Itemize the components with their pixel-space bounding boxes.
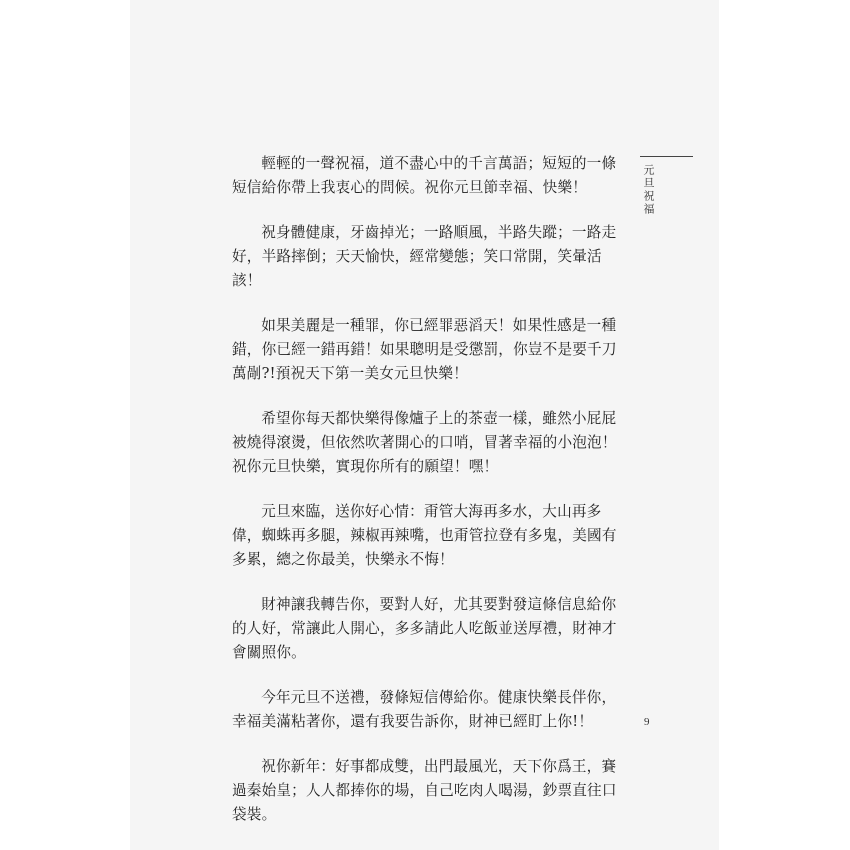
paragraph-7: 今年元旦不送禮，發條短信傳給你。健康快樂長伴你，幸福美滿粘著你，還有我要告訴你，財神已經盯上你!！ bbox=[232, 689, 617, 730]
paragraph-8: 祝你新年：好事都成雙，出門最風光，天下你爲王，賽過秦始皇；人人都捧你的場，自己吃肉人喝湯，鈔票直往口袋裝。 bbox=[232, 758, 617, 823]
running-head: 元旦祝福 bbox=[642, 164, 655, 216]
paragraph-3: 如果美麗是一種罪，你已經罪惡滔天！如果性感是一種錯，你已經一錯再錯！如果聰明是受懲罰，你豈不是要千刀萬剮?!預祝天下第一美女元旦快樂！ bbox=[232, 317, 617, 382]
paragraph-4: 希望你每天都快樂得像爐子上的茶壺一樣，雖然小屁屁被燒得滾燙，但依然吹著開心的口哨，冒著幸福的小泡泡！祝你元旦快樂，實現你所有的願望！嘿！ bbox=[232, 410, 617, 475]
book-page bbox=[130, 0, 719, 850]
paragraph-1: 輕輕的一聲祝福，道不盡心中的千言萬語；短短的一條短信給你帶上我衷心的問候。祝你元旦節幸福、快樂！ bbox=[232, 155, 617, 196]
page-body bbox=[232, 152, 627, 848]
paragraph-6: 財神讓我轉告你，要對人好，尤其要對發這條信息給你的人好，常讓此人開心，多多請此人吃飯並送厚禮，財神才會關照你。 bbox=[232, 596, 617, 661]
running-head-rule bbox=[640, 156, 693, 157]
paragraph-5: 元旦來臨，送你好心情：甭管大海再多水，大山再多偉，蜘蛛再多腿，辣椒再辣嘴，也甭管拉登有多鬼，美國有多累，總之你最美，快樂永不悔！ bbox=[232, 503, 617, 568]
paragraph-2: 祝身體健康，牙齒掉光；一路順風，半路失蹤；一路走好，半路摔倒；天天愉快，經常變態；笑口常開，笑暈活該！ bbox=[232, 224, 617, 289]
page-number: 9 bbox=[644, 716, 650, 728]
